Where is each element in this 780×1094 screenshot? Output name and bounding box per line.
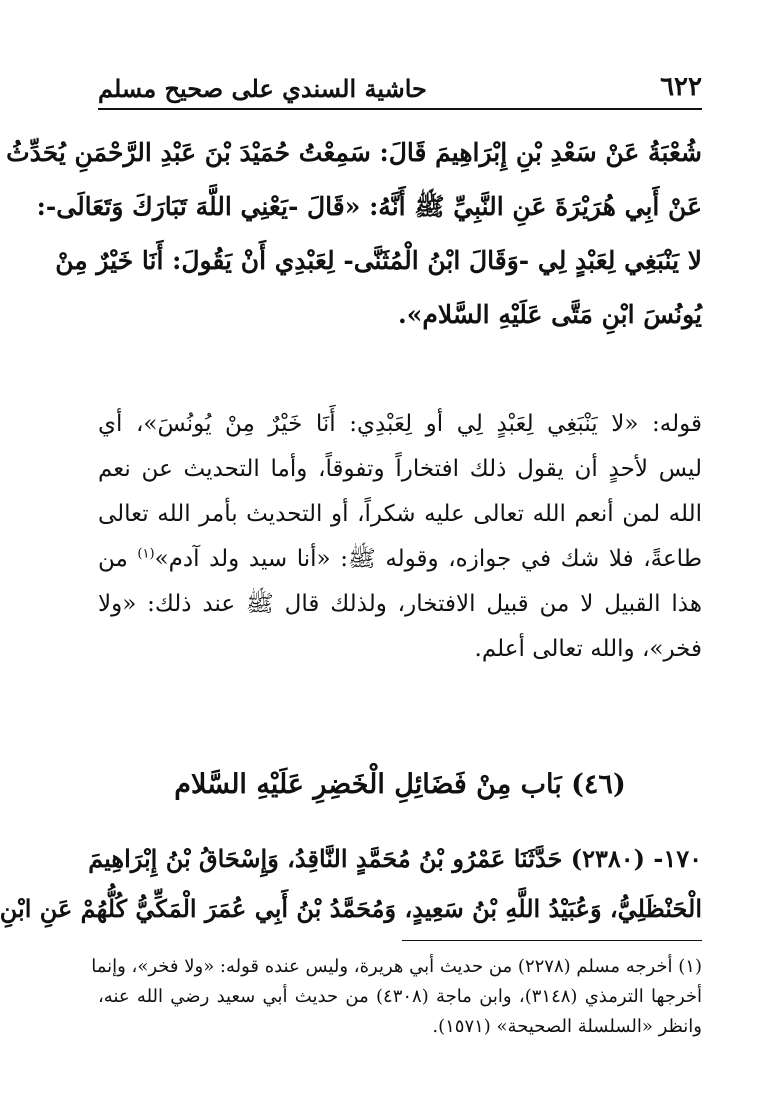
footnotes <box>91 952 703 1042</box>
commentary-text <box>98 402 702 672</box>
footnote-divider <box>402 940 702 941</box>
chapter-heading: (٤٦) بَاب مِنْ فَضَائِلِ الْخَضِرِ عَلَيْهِ السَّلام <box>174 769 626 800</box>
footnote-line: (١) أخرجه مسلم (٢٢٧٨) من حديث أبي هريرة، وليس عنده قوله: «ولا فخر»، وإنما <box>91 956 702 977</box>
footnote-reference[interactable]: (١) <box>137 546 155 562</box>
commentary-line: الله لمن أنعم الله تعالى عليه شكراً، أو التحديث بأمر الله تعالى <box>98 501 702 527</box>
commentary-line-text: طاعةً، فلا شك في جوازه، وقوله ﷺ: «أنا سيد ولد آدم» <box>154 546 703 572</box>
page-number: ٦٢٢ <box>660 72 702 102</box>
running-title: حاشية السندي على صحيح مسلم <box>98 74 427 103</box>
page-header <box>98 68 702 110</box>
commentary-line: ليس لأحدٍ أن يقول ذلك افتخاراً وتفوقاً، وأما التحديث عن نعم <box>98 456 702 482</box>
commentary-line: قوله: «لا يَنْبَغِي لِعَبْدٍ لِي أو لِعَبْدِي: أَنَا خَيْرٌ مِنْ يُونُسَ»، أي <box>98 411 702 437</box>
hadith-line: عَنْ أَبِي هُرَيْرَةَ عَنِ النَّبِيِّ ﷺ أَنَّهُ: «قَالَ -يَعْنِي اللَّهَ تَبَارَكَ وَتَعَالَى-: <box>36 192 702 221</box>
commentary-line: هذا القبيل لا من قبيل الافتخار، ولذلك قال ﷺ عند ذلك: «ولا <box>98 591 702 617</box>
hadith-line: شُعْبَةُ عَنْ سَعْدِ بْنِ إِبْرَاهِيمَ قَالَ: سَمِعْتُ حُمَيْدَ بْنَ عَبْدِ الرَّحْمَنِ يُحَدِّثُ <box>6 138 702 167</box>
commentary-line <box>98 537 702 582</box>
hadith-line: يُونُسَ ابْنِ مَتَّى عَلَيْهِ السَّلام». <box>398 300 702 329</box>
hadith-line: لا يَنْبَغِي لِعَبْدٍ لِي -وَقَالَ ابْنُ الْمُثَنَّى- لِعَبْدِي أَنْ يَقُولَ: أَنَا خَيْرٌ مِنْ <box>55 246 702 275</box>
footnote-line: وانظر «السلسلة الصحيحة» (١٥٧١). <box>432 1016 702 1037</box>
commentary-line-tail: من <box>98 546 128 572</box>
commentary-line: فخر»، والله تعالى أعلم. <box>474 636 702 662</box>
hadith-line: الْحَنْظَلِيُّ، وَعُبَيْدُ اللَّهِ بْنُ سَعِيدٍ، وَمُحَمَّدُ بْنُ أَبِي عُمَرَ الْمَكِّيُّ كُلُّهُمْ عَنِ ابْنِ <box>0 894 702 923</box>
footnote-line: أخرجها الترمذي (٣١٤٨)، وابن ماجة (٤٣٠٨) من حديث أبي سعيد رضي الله عنه، <box>98 986 703 1007</box>
hadith-170-text <box>0 834 702 934</box>
hadith-text <box>6 126 702 342</box>
hadith-line: ١٧٠- (٢٣٨٠) حَدَّثَنَا عَمْرُو بْنُ مُحَمَّدٍ النَّاقِدُ، وَإِسْحَاقُ بْنُ إِبْرَاهِيمَ <box>88 844 702 873</box>
